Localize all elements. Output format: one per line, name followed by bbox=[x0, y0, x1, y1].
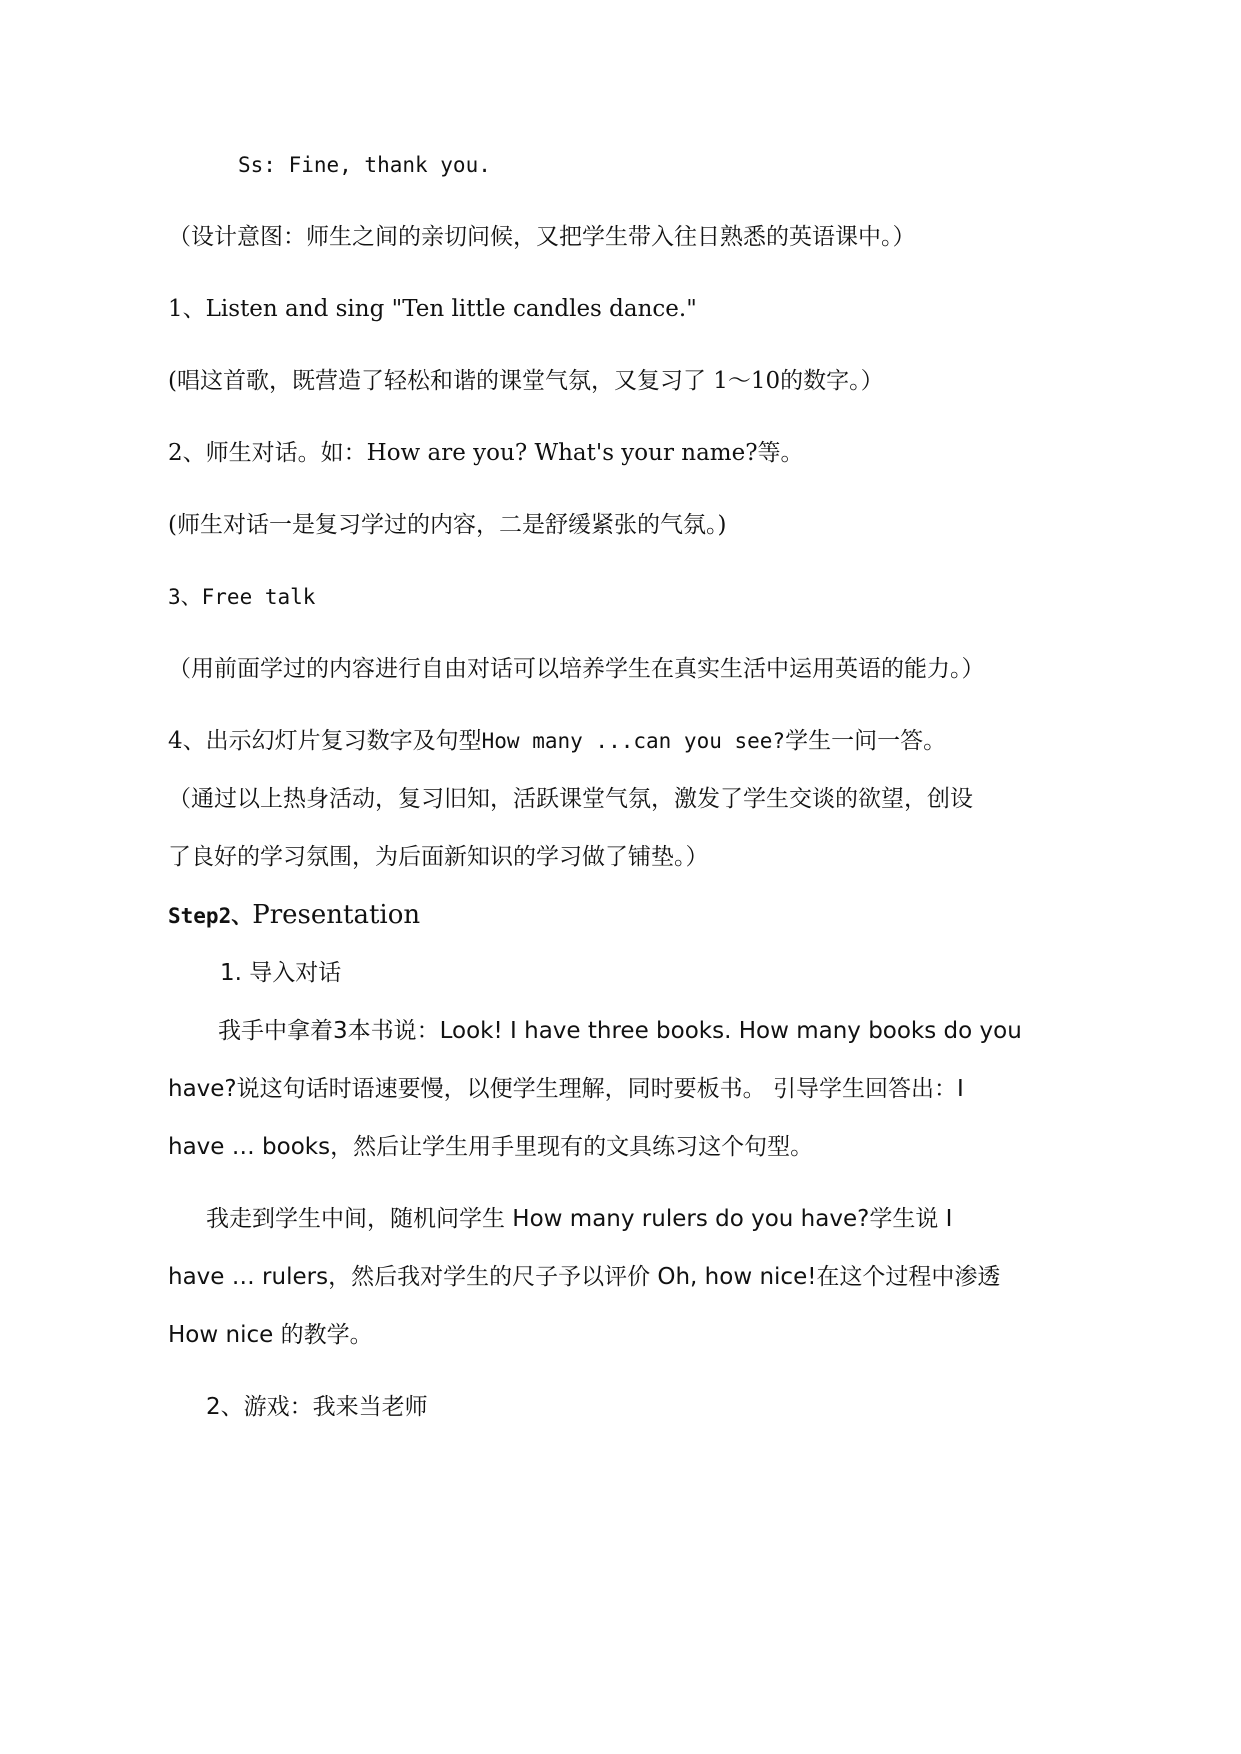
dialogue-line: Ss: Fine, thank you. bbox=[238, 153, 491, 177]
section-title: Presentation bbox=[252, 900, 421, 930]
paragraph-1-line-1: 我手中拿着3本书说：Look! I have three books. How many books do you bbox=[218, 1018, 1022, 1044]
step-item-4-suffix: 学生一问一答。 bbox=[785, 728, 947, 754]
subsection-title-1: 1. 导入对话 bbox=[220, 960, 342, 986]
design-intent-note: （设计意图：师生之间的亲切问候，又把学生带入往日熟悉的英语课中。） bbox=[168, 224, 916, 250]
paragraph-1-line-3: have … books，然后让学生用手里现有的文具练习这个句型。 bbox=[168, 1134, 814, 1160]
section-heading bbox=[168, 900, 420, 931]
subsection-title-2: 2、游戏：我来当老师 bbox=[206, 1394, 428, 1420]
section-step-label: Step2、 bbox=[168, 904, 253, 928]
warmup-note-line-1: （通过以上热身活动，复习旧知，活跃课堂气氛，激发了学生交谈的欲望，创设 bbox=[168, 786, 973, 812]
paragraph-2-line-3: How nice 的教学。 bbox=[168, 1322, 373, 1348]
step-item-1-note: (唱这首歌，既营造了轻松和谐的课堂气氛，又复习了 1～10的数字。） bbox=[168, 368, 884, 394]
paragraph-2-line-2: have … rulers，然后我对学生的尺子予以评价 Oh, how nice!在这个过程中渗透 bbox=[168, 1264, 1001, 1290]
step-item-3-note: （用前面学过的内容进行自由对话可以培养学生在真实生活中运用英语的能力。） bbox=[168, 656, 985, 682]
paragraph-1-line-2: have?说这句话时语速要慢，以便学生理解，同时要板书。 引导学生回答出：I bbox=[168, 1076, 964, 1102]
paragraph-2-line-1: 我走到学生中间，随机问学生 How many rulers do you have?学生说 I bbox=[206, 1206, 953, 1232]
warmup-note-line-2: 了良好的学习氛围，为后面新知识的学习做了铺垫。） bbox=[168, 844, 709, 870]
step-item-4-pattern: How many ...can you see? bbox=[481, 729, 786, 753]
step-item-1: 1、Listen and sing "Ten little candles dance." bbox=[168, 296, 697, 322]
step-item-4-prefix: 4、出示幻灯片复习数字及句型 bbox=[168, 728, 482, 754]
step-item-3: 3、Free talk bbox=[168, 585, 316, 609]
step-item-2-note: (师生对话一是复习学过的内容，二是舒缓紧张的气氛。) bbox=[168, 512, 727, 538]
step-item-4 bbox=[168, 726, 946, 756]
step-item-2: 2、师生对话。如：How are you? What's your name?等。 bbox=[168, 440, 804, 466]
